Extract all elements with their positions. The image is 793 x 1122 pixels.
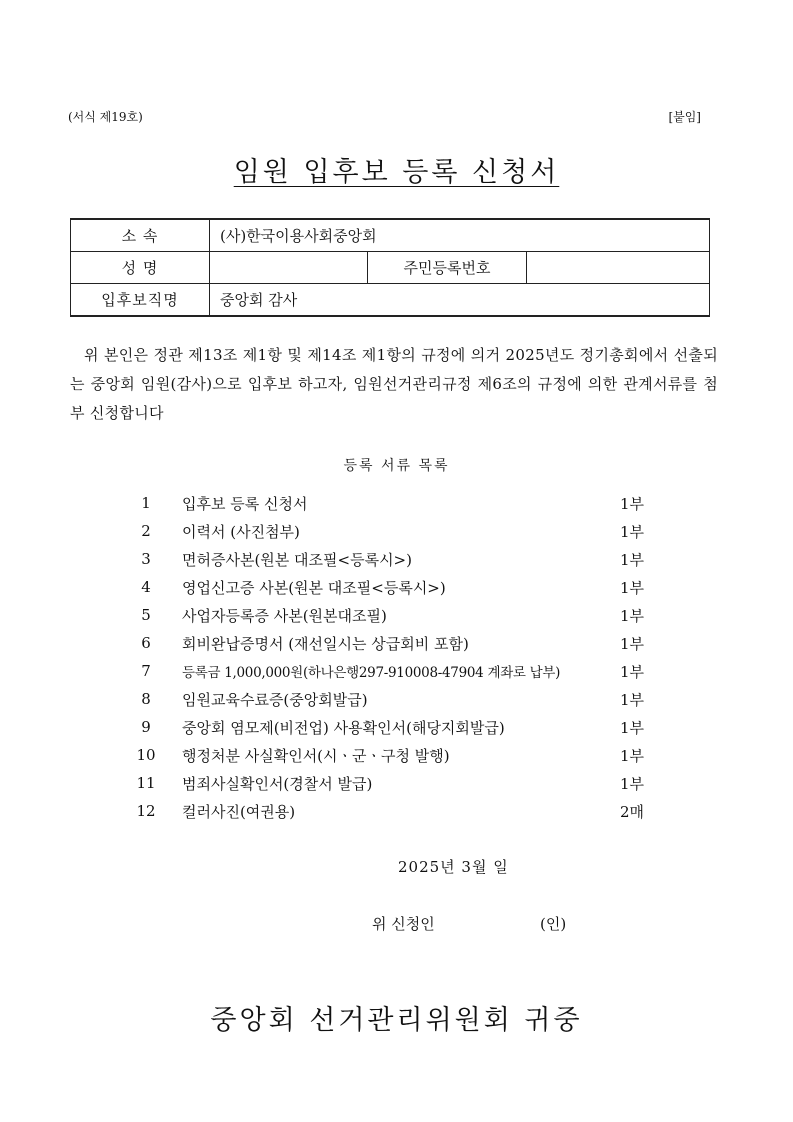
position-label: 입후보직명: [71, 284, 210, 317]
list-item-name: 면허증사본(원본 대조필<등록시>): [182, 550, 412, 569]
list-item-quantity: 1부: [620, 550, 645, 569]
list-item-number: 4: [141, 578, 151, 596]
list-item-quantity: 1부: [620, 690, 645, 709]
list-item-quantity: 1부: [620, 774, 645, 793]
application-date: 2025년 3월 일: [398, 858, 509, 876]
name-row: [71, 252, 710, 284]
list-item-quantity: 1부: [620, 578, 645, 597]
list-item: [120, 601, 660, 629]
list-item: [120, 657, 660, 685]
name-label: 성 명: [71, 252, 210, 284]
list-item-number: 12: [136, 802, 156, 820]
list-item: [120, 573, 660, 601]
list-item-quantity: 1부: [620, 718, 645, 737]
list-item: [120, 545, 660, 573]
list-item-number: 10: [136, 746, 156, 764]
list-item-number: 2: [141, 522, 151, 540]
list-item-number: 1: [141, 494, 151, 512]
applicant-info-table: [70, 218, 710, 317]
list-item-number: 3: [141, 550, 151, 568]
list-item-number: 9: [141, 718, 151, 736]
seal-label: (인): [540, 915, 567, 933]
document-title: [0, 150, 793, 189]
name-field[interactable]: [210, 252, 368, 284]
list-item: [120, 769, 660, 797]
affiliation-row: [71, 219, 710, 252]
list-item-name: 컬러사진(여권용): [182, 802, 296, 821]
rrn-label: 주민등록번호: [368, 252, 527, 284]
list-item-name: 등록금 1,000,000원(하나은행297-910008-47904 계좌로 납부): [182, 665, 561, 681]
list-item-number: 6: [141, 634, 151, 652]
list-item-name: 범죄사실확인서(경찰서 발급): [182, 774, 373, 793]
list-item: [120, 489, 660, 517]
document-title-text: 임원 입후보 등록 신청서: [233, 157, 560, 188]
list-item-number: 11: [136, 774, 156, 792]
list-item: [120, 629, 660, 657]
list-item: [120, 685, 660, 713]
list-item-number: 7: [141, 662, 151, 680]
list-item-quantity: 1부: [620, 522, 645, 541]
list-item: [120, 517, 660, 545]
list-item-name: 중앙회 염모제(비전업) 사용확인서(해당지회발급): [182, 718, 505, 737]
position-value: 중앙회 감사: [210, 284, 710, 317]
list-item-name: 영업신고증 사본(원본 대조필<등록시>): [182, 578, 446, 597]
affiliation-value: (사)한국이용사회중앙회: [210, 219, 710, 252]
list-item: [120, 713, 660, 741]
list-item: [120, 797, 660, 825]
list-item-quantity: 1부: [620, 634, 645, 653]
applicant-label: 위 신청인: [372, 915, 435, 933]
list-item-quantity: 1부: [620, 746, 645, 765]
list-item-name: 사업자등록증 사본(원본대조필): [182, 606, 387, 625]
list-item-quantity: 1부: [620, 494, 645, 513]
list-item: [120, 741, 660, 769]
list-item-name: 회비완납증명서 (재선일시는 상급회비 포함): [182, 634, 469, 653]
rrn-field[interactable]: [527, 252, 710, 284]
addressee: 중앙회 선거관리위원회 귀중: [210, 1005, 583, 1036]
document-list-title: 등록 서류 목록: [343, 458, 450, 474]
list-item-quantity: 1부: [620, 662, 645, 681]
list-item-number: 5: [141, 606, 151, 624]
list-item-name: 이력서 (사진첨부): [182, 522, 300, 541]
list-item-quantity: 1부: [620, 606, 645, 625]
list-item-quantity: 2매: [620, 802, 645, 821]
list-item-name: 행정처분 사실확인서(시ㆍ군ㆍ구청 발행): [182, 746, 450, 765]
list-item-name: 입후보 등록 신청서: [182, 494, 308, 513]
application-statement: 위 본인은 정관 제13조 제1항 및 제14조 제1항의 규정에 의거 2025년도 정기총회에서 선출되는 중앙회 임원(감사)으로 입후보 하고자, 임원선거관리규정 제6조의 규정에 의한 관계서류를 첨부 신청합니다: [70, 346, 718, 422]
attachment-label: [붙임]: [668, 110, 701, 124]
form-number: (서식 제19호): [68, 110, 143, 124]
affiliation-label: 소 속: [71, 219, 210, 252]
document-list: [120, 489, 660, 825]
list-item-number: 8: [141, 690, 151, 708]
position-row: [71, 284, 710, 317]
list-item-name: 임원교육수료증(중앙회발급): [182, 690, 368, 709]
